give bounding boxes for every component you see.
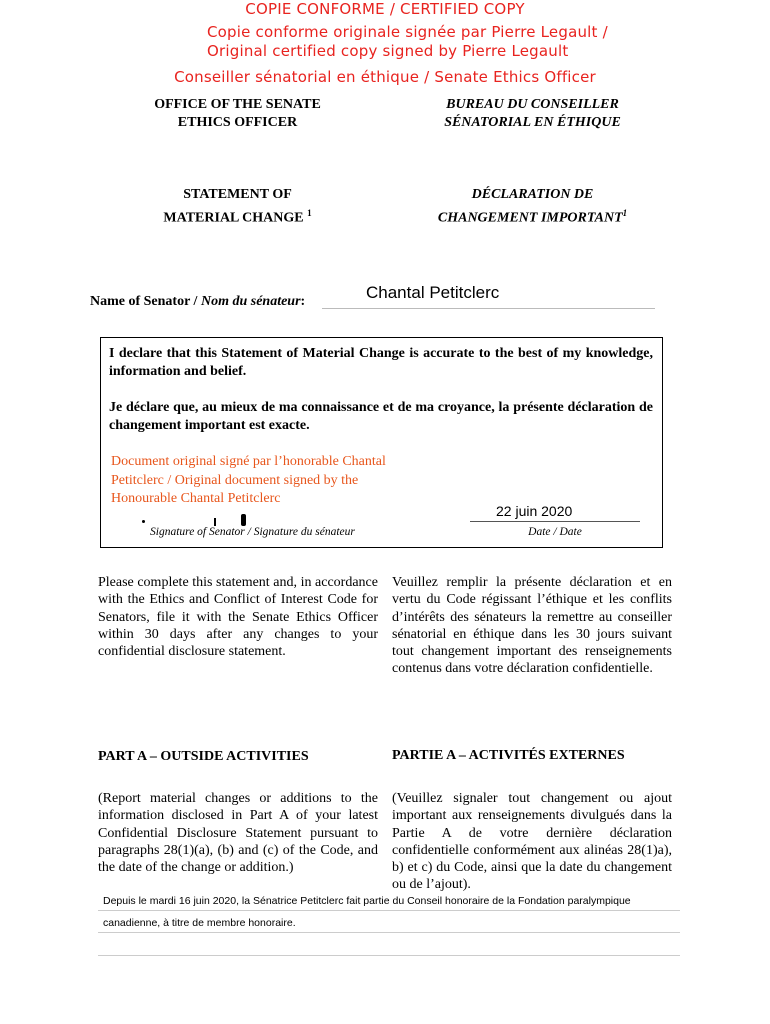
declaration-fr: Je déclare que, au mieux de ma connaissance et de ma croyance, la présente déclaration de changement important est exacte. — [109, 400, 653, 433]
certified-copy-header: COPIE CONFORME / CERTIFIED COPY — [245, 0, 525, 18]
signed-note-line2: Petitclerc / Original document signed by the — [111, 473, 359, 488]
footnote-ref-en: 1 — [307, 208, 312, 218]
office-title-en — [120, 96, 355, 132]
instructions-fr: Veuillez remplir la présente déclaration et en vertu du Code régissant l’éthique et les conflits d’intérêts des sénateurs la remettre au conseiller sénatorial en éthique dans les 30 jours suivant tout changement important des renseignements contenus dans votre déclaration confidentielle. — [392, 575, 672, 677]
certified-signed-en: Original certified copy signed by Pierre Legault — [207, 42, 569, 60]
instructions-en: Please complete this statement and, in accordance with the Ethics and Conflict of Interest Code for Senators, file it with the Senate Ethics Officer within 30 days after any changes to your confidential disclosure statement. — [98, 575, 378, 660]
date-value[interactable]: 22 juin 2020 — [496, 503, 573, 519]
entry-underline-3 — [98, 955, 680, 956]
senator-name-line — [322, 308, 655, 309]
part-a-title-fr: PARTIE A – ACTIVITÉS EXTERNES — [392, 748, 625, 763]
part-a-description-en: (Report material changes or additions to the information disclosed in Part A of your latest Confidential Disclosure Statement pursuant to paragraphs 28(1)(a), (b) and (c) of the Code, and the date of the change or addition.) — [98, 791, 378, 876]
footnote-ref-fr: 1 — [622, 208, 628, 218]
certified-role: Conseiller sénatorial en éthique / Senate Ethics Officer — [174, 68, 596, 86]
signature-mark-stroke — [241, 514, 246, 526]
statement-fr-line2: CHANGEMENT IMPORTANT — [437, 210, 623, 226]
entry-underline-2 — [98, 932, 680, 933]
office-en-line2: ETHICS OFFICER — [177, 115, 298, 130]
statement-en-line2: MATERIAL CHANGE — [163, 210, 304, 226]
part-a-description-fr: (Veuillez signaler tout changement ou ajout important aux renseignements divulgués dans la Partie A de votre dernière déclaration confidentielle conformément aux alinéas 28(1)a), b) et c) du Code, ainsi que la date du changement ou de l’ajout). — [392, 791, 672, 893]
signed-note-line1: Document original signé par l’honorable Chantal — [111, 454, 386, 469]
senator-name-value[interactable]: Chantal Petitclerc — [366, 283, 500, 302]
date-label: Date / Date — [528, 526, 582, 538]
statement-en-line1: STATEMENT OF — [183, 187, 292, 202]
part-a-entry-line2[interactable]: canadienne, à titre de membre honoraire. — [103, 917, 296, 929]
signature-mark-tick — [214, 518, 216, 526]
entry-underline-1 — [98, 910, 680, 911]
statement-fr-line1: DÉCLARATION DE — [471, 187, 594, 202]
part-a-title-en: PART A – OUTSIDE ACTIVITIES — [98, 749, 309, 764]
office-title-fr — [415, 96, 650, 132]
part-a-entry-line1[interactable]: Depuis le mardi 16 juin 2020, la Sénatrice Petitclerc fait partie du Conseil honoraire de la Fondation paralympique — [103, 895, 631, 907]
office-fr-line2: SÉNATORIAL EN ÉTHIQUE — [444, 115, 621, 130]
senator-name-label: Name of Senator / Nom du sénateur: — [90, 294, 306, 309]
office-fr-line1: BUREAU DU CONSEILLER — [446, 97, 619, 112]
signature-label: Signature of Senator / Signature du sénateur — [150, 526, 355, 538]
statement-title-fr — [415, 186, 650, 228]
signature-mark-dot — [142, 520, 145, 523]
declaration-en: I declare that this Statement of Material Change is accurate to the best of my knowledge, information and belief. — [109, 346, 653, 379]
signed-note-line3: Honourable Chantal Petitclerc — [111, 491, 281, 506]
office-en-line1: OFFICE OF THE SENATE — [154, 97, 321, 112]
certified-signed-fr: Copie conforme originale signée par Pierre Legault / — [207, 23, 608, 41]
statement-title-en — [120, 186, 355, 228]
date-line — [470, 521, 640, 522]
